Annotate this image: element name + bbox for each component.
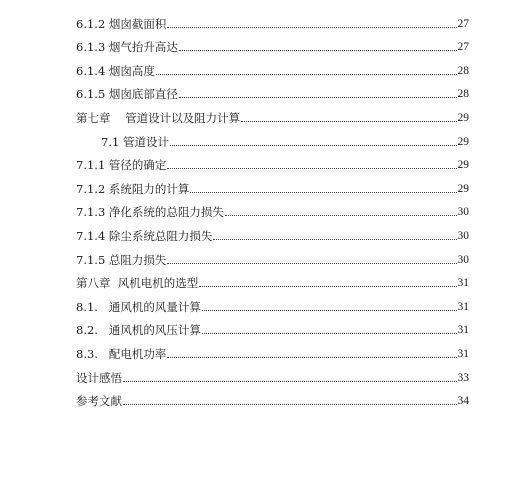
toc-entry-page: 29 [457,135,469,148]
toc-entry[interactable] [76,385,469,409]
toc-entry[interactable] [76,290,469,314]
toc-leader-dots [167,263,456,264]
toc-entry[interactable] [76,31,469,55]
toc-entry-title: 7.1 管道设计 [101,134,169,149]
toc-entry[interactable] [76,149,469,173]
toc-leader-dots [167,27,456,28]
toc-entry-page: 29 [457,111,469,124]
toc-entry-title: 设计感悟 [76,370,122,385]
toc-entry-page: 29 [457,159,469,172]
toc-entry-title: 7.1.2 系统阻力的计算 [76,181,190,196]
toc-entry-page: 28 [457,64,469,77]
toc-entry[interactable] [76,243,469,267]
toc-leader-dots [225,215,457,216]
toc-entry[interactable] [76,337,469,361]
toc-leader-dots [167,357,456,358]
toc-leader-dots [123,404,457,405]
toc-entry-title: 6.1.2 烟囱截面积 [76,16,167,31]
toc-entry-title: 7.1.4 除尘系统总阻力损失 [76,228,213,243]
toc-entry-page: 33 [457,371,469,384]
toc-leader-dots [167,168,456,169]
toc-entry-title: 8.1. 通风机的风量计算 [76,299,201,314]
toc-entry-chapter[interactable] [76,267,469,291]
toc-entry-title: 参考文献 [76,394,122,409]
toc-entry[interactable] [76,54,469,78]
toc-entry[interactable] [76,172,469,196]
toc-leader-dots [202,310,457,311]
toc-leader-dots [241,121,456,122]
toc-entry-title: 8.3. 配电机功率 [76,346,167,361]
toc-leader-dots [202,333,457,334]
toc-entry-page: 34 [457,395,469,408]
toc-entry-section[interactable] [76,125,469,149]
toc-entry-title: 6.1.5 烟囱底部直径 [76,87,178,102]
toc-entry[interactable] [76,196,469,220]
toc-entry-title: 第七章 管道设计以及阻力计算 [76,110,241,125]
toc-leader-dots [190,192,456,193]
toc-entry-page: 28 [457,88,469,101]
toc-entry-page: 30 [457,229,469,242]
toc-entry-page: 31 [457,347,469,360]
toc-leader-dots [156,74,457,75]
toc-entry-title: 6.1.3 烟气抬升高达 [76,40,178,55]
toc-entry[interactable] [76,219,469,243]
toc-entry-page: 31 [457,277,469,290]
toc-entry-page: 30 [457,206,469,219]
toc-leader-dots [213,239,456,240]
toc-leader-dots [123,381,457,382]
toc-entry-page: 27 [457,41,469,54]
toc-entry[interactable] [76,78,469,102]
toc-leader-dots [170,145,457,146]
toc-entry-title: 7.1.5 总阻力损失 [76,252,167,267]
toc-entry-title: 第八章 风机电机的选型 [76,276,199,291]
toc-entry-page: 29 [457,182,469,195]
toc-entry-title: 7.1.1 管径的确定 [76,158,167,173]
table-of-contents [76,7,469,408]
toc-entry-page: 30 [457,253,469,266]
toc-entry[interactable] [76,314,469,338]
toc-entry-chapter[interactable] [76,101,469,125]
toc-leader-dots [179,97,457,98]
toc-entry-page: 31 [457,300,469,313]
toc-leader-dots [199,286,456,287]
toc-leader-dots [179,50,457,51]
toc-entry-title: 6.1.4 烟囱高度 [76,63,155,78]
toc-entry-page: 31 [457,324,469,337]
toc-entry-title: 7.1.3 净化系统的总阻力损失 [76,205,224,220]
toc-entry-title: 8.2. 通风机的风压计算 [76,323,201,338]
toc-entry[interactable] [76,7,469,31]
toc-entry[interactable] [76,361,469,385]
toc-entry-page: 27 [457,17,469,30]
